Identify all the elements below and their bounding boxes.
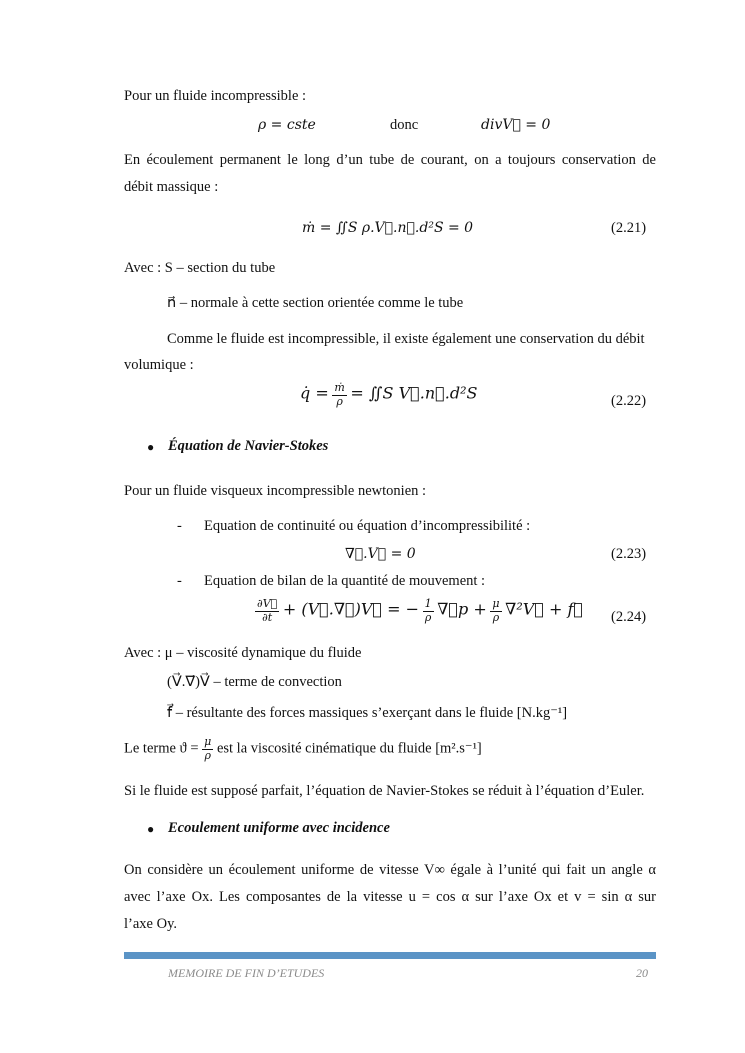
eq-2-22-rhs: = ∬S V⃗.n⃗.d²S bbox=[350, 383, 478, 403]
equation-2-21: ṁ = ∬S ρ.V⃗.n⃗.d²S = 0 bbox=[302, 220, 474, 236]
eq-2-24-convective: + (V⃗.∇⃗)V⃗ = − bbox=[282, 599, 419, 619]
equation-2-24 bbox=[255, 598, 583, 624]
bullet-dot-uniform: ● bbox=[147, 822, 155, 836]
eq-2-24-dt: ∂t bbox=[262, 610, 273, 624]
viscosity-line bbox=[124, 736, 482, 762]
terme-fraction bbox=[202, 736, 213, 762]
equation-div: divV⃗ = 0 bbox=[481, 117, 551, 133]
eq-2-24-fraction-mu-rho bbox=[490, 598, 501, 624]
convection-line: (V⃗.∇⃗)V⃗ – terme de convection bbox=[167, 674, 342, 690]
page-number: 20 bbox=[636, 966, 648, 980]
equation-rho: ρ = cste bbox=[258, 117, 316, 133]
eq-2-24-rho-2: ρ bbox=[492, 610, 500, 624]
dash-2: - bbox=[177, 573, 182, 589]
permanent-line-2: débit massique : bbox=[124, 179, 219, 195]
avec-section-line: Avec : S – section du tube bbox=[124, 260, 276, 276]
euler-line: Si le fluide est supposé parfait, l’équation de Navier-Stokes se réduit à l’équation d’Euler. bbox=[124, 783, 645, 799]
uniform-line-1: On considère un écoulement uniforme de vitesse V∞ égale à l’unité qui fait un angle α bbox=[124, 862, 656, 878]
equation-number-2-23: (2.23) bbox=[611, 546, 647, 562]
eq-2-22-lhs: q̇ = bbox=[300, 383, 329, 403]
force-line: f⃗ – résultante des forces massiques s’exerçant dans le fluide [N.kg⁻¹] bbox=[167, 705, 568, 721]
eq-2-24-dv: ∂V⃗ bbox=[257, 597, 278, 610]
uniform-title: Ecoulement uniforme avec incidence bbox=[168, 820, 390, 836]
bullet-dot-navier: ● bbox=[147, 440, 155, 454]
dash-1: - bbox=[177, 518, 182, 534]
eq-2-24-mu: μ bbox=[492, 597, 500, 610]
navier-intro: Pour un fluide visqueux incompressible newtonien : bbox=[124, 483, 427, 499]
avec-mu-line: Avec : μ – viscosité dynamique du fluide bbox=[124, 645, 362, 661]
equation-number-2-24: (2.24) bbox=[611, 609, 647, 625]
eq-2-24-rho: ρ bbox=[424, 610, 432, 624]
navier-title: Équation de Navier-Stokes bbox=[168, 438, 329, 454]
eq-2-22-numerator: ṁ bbox=[334, 381, 345, 394]
eq-2-24-one: 1 bbox=[424, 597, 432, 610]
terme-end: est la viscosité cinématique du fluide [m².s⁻¹] bbox=[216, 740, 482, 757]
eq-2-24-viscous: ∇²V⃗ + f⃗ bbox=[505, 599, 584, 619]
terme-start: Le terme ϑ = bbox=[124, 740, 199, 757]
equation-2-23: ∇⃗.V⃗ = 0 bbox=[345, 546, 416, 562]
equation-2-22 bbox=[300, 382, 477, 408]
conservation-line-2: volumique : bbox=[124, 357, 194, 373]
permanent-line-1: En écoulement permanent le long d’un tube de courant, on a toujours conservation de bbox=[124, 152, 656, 168]
donc-word: donc bbox=[390, 117, 419, 133]
continuity-line: Equation de continuité ou équation d’incompressibilité : bbox=[204, 518, 531, 534]
eq-2-22-denominator: ρ bbox=[336, 394, 343, 408]
uniform-line-3: l’axe Oy. bbox=[124, 916, 178, 932]
footer-title: MEMOIRE DE FIN D’ETUDES bbox=[168, 966, 325, 980]
eq-2-24-fraction-dvdt bbox=[255, 598, 279, 624]
eq-2-24-pressure: ∇⃗p + bbox=[437, 599, 487, 619]
footer-bar bbox=[124, 952, 656, 959]
eq-2-22-fraction bbox=[332, 382, 346, 408]
normale-line: n⃗ – normale à cette section orientée comme le tube bbox=[167, 295, 464, 311]
intro-incompressible: Pour un fluide incompressible : bbox=[124, 88, 307, 104]
terme-mu: μ bbox=[204, 735, 212, 748]
conservation-line-1: Comme le fluide est incompressible, il existe également une conservation du débit bbox=[167, 331, 645, 347]
equation-number-2-22: (2.22) bbox=[611, 393, 647, 409]
uniform-line-2: avec l’axe Ox. Les composantes de la vitesse u = cos α sur l’axe Ox et v = sin α sur bbox=[124, 889, 656, 905]
momentum-line: Equation de bilan de la quantité de mouvement : bbox=[204, 573, 486, 589]
equation-number-2-21: (2.21) bbox=[611, 220, 647, 236]
terme-rho: ρ bbox=[204, 748, 211, 762]
eq-2-24-fraction-1-rho bbox=[423, 598, 434, 624]
